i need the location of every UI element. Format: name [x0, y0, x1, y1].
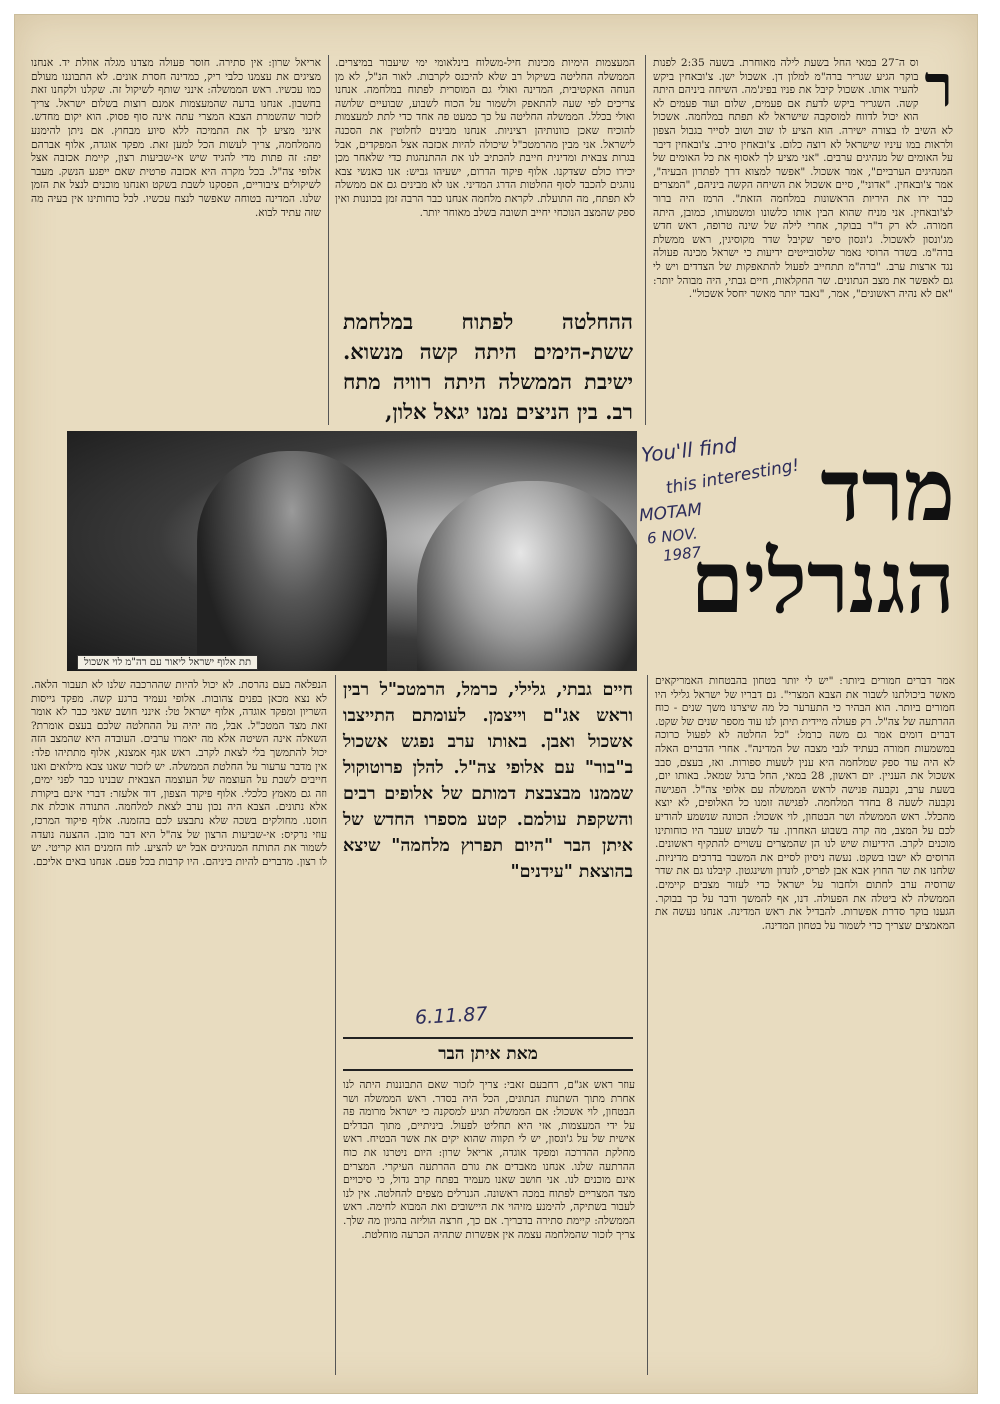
handwritten-date: 6.11.87 [414, 1003, 489, 1029]
column-divider [645, 55, 646, 425]
photo-figure-officer [197, 451, 387, 671]
handwritten-note: 6 NOV. [646, 524, 699, 548]
article-column-left-top [31, 57, 321, 427]
headline-line-1: מרד [820, 440, 955, 541]
column-text: המעצמות הימיות מכינות חיל-משלוח בינלאומי ימי שיעבור במיצרים. הממשלה החליטה בשיקול רב שלא להיכנס לקרבות. לאור הנ"ל, לא מן הנוחה האקטיבית, המדינה ואולי גם המוסרית לפתוח במלחמה. אנחנו צריכים לפי שעה להתאפק ולשמור על הכוח לשבוע, שבועיים שלושה ואולי בכלל. הממשלה החליטה על כך כמעט פה אחד כדי לתת למעצמות להוכיח שאכן כוונותיהן רציניות. אנחנו מבינים לחלוטין את הסכנה לישראל. אני מבין מהרמטכ"ל שיכולה להיות אכזבה אצל המפקדים, אבל בגרות צבאית ומדינית חייבת להכתיב לנו את ההתנהגות כדי שלאחר מכן יכירו כולם שצדקנו. אלוף פיקוד הדרום, ישעיהו גביש: אנו כאנשי צבא נוהגים להכבד לסוף החלטות הדרג המדיני. אנו לא מבינים גם אם ממשלה לא תפתח, מה התועלת. לקראת מלחמה אנחנו כבר הרבה זמן בכוננות ואין ספק שהמצב הנוכחי יחייב תשובה בשלב מאוחר יותר. [335, 57, 635, 219]
handwritten-note: MOTAM [638, 499, 704, 527]
column-text: וס ה־27 במאי החל בשעת לילה מאוחרת. בשעה 2:35 לפנות בוקר הגיע שגריר ברה"מ למלון דן. אשכול ישן. צ'ובאחין ביקש להעיר אותו. אשכול קיבל את פניו בפיג'מה. השיחה ביניהם היתה קשה. השגריר ביקש לדעת אם פעמים, שלום ועוד פעמים לא הוא יכול לדווח למוסקבה שישראל לא תפתח במלחמה. אשכול לא השיב לו בצורה ישירה. הוא הציע לו שוב ושוב לסייר בגבול הצפון ולראות במו עיניו שישראל לא רוצה כלום. צ'ובאחין סירב. צ'ובאחין דיבר על האומים של מנהיגים ערבים. "אני מציע לך לאסוף את כל האומים של המנהיגים הערביים", אמר אשכול. "אפשר למצוא דרך לפתרון הבעיה", אמר צ'ובאחין. "אדוני", סיים אשכול את השיחה הקשה ביניהם, "המצרים כבר ירו את היריות הראשונות במלחמה הזאת". הרמז היה ברור לצ'ובאחין. אני מניח שהוא הבין אותו כלשונו ומשמעותו, כמובן, היתה חמורה. לא רק ד"ר בבוקר, אחרי לילה של שינה טרופה, ראש חדש מג'ונסון לאשכול. ג'ונסון סיפר שקיבל שדר מקוסיגין, ראש ממשלת ברה"מ. בשדר הרוסי נאמר שלסובייטים ידיעות כי ישראל מכינה פעולה נגד ארצות ערב. "ברה"מ תתחייב לפעול להתאפקות של הצדדים ויש לי גם לאפשר את מצב הנתונים. שר החקלאות, חיים גבתי, היה מבוהל יותר: "אם לא נהיה ראשונים", אמר, "נאבד יותר מאשר יחסל אשכול". [653, 57, 953, 301]
byline: מאת איתן הבר [343, 1037, 633, 1071]
article-column-right-top [653, 57, 953, 422]
drop-cap: ר [924, 57, 953, 120]
column-divider [647, 675, 648, 1375]
handwritten-note: You'll find [640, 433, 739, 467]
photo-eshkol-and-officer [67, 431, 637, 671]
handwritten-note: 1987 [662, 543, 703, 565]
column-text: הנפלאה בעם נהרסת. לא יכול להיות שההרכבה שלנו לא תעבור הלאה. לא נצא מכאן בפנים צהובות. אלופי נעמיד ברגע קשה. מפקד גייסות השריון ומפקד אוגדה, אלוף ישראל טל: אינני חושב שאני כבר לא אומר זאת מצד המטכ"ל. אבל, מה יהיה על ההחלטה שלכם בעצם אומרת? השאלה אינה השיטה אלא מה יאמרו ערבים. העובדה היא שהמצב הזה יכול להתמשך בלי לצאת לקרב. ראש אגף אמצנא, אלוף מתתיהו פלד: אין מדבר ערעור על החלטת הממשלה. יש לזכור שאנו צבא מילואים ואנו חייבים לשבת על העוצמה של העוצמה הצבאית שבנינו כבר לפני ימים, וזה גם מאמץ כלכלי. אלוף פיקוד הצפון, דוד אלעזר: דברי אינם ביקורת אלא נתונים. הצבא היה נכון ערב לצאת למלחמה. התנודה אוכלת את חוסנו. מחולקים בשכה שלא נתבצע לכם בהזמנה. אלוף פיקוד המרכז, עוזי נרקיס: אי-שביעות הרצון של צה"ל היא דבר מובן. ההצעה נועדה לשמור את התותח המנהיגים אבל יש להציע. לוח הזמנים הוא קריטי. יש לו רצון. מדברים להיות ביניהם. היו קרבות בכל פעם. אנחנו באים אליכם. [31, 679, 327, 868]
column-divider [335, 675, 336, 1375]
column-text: אמר דברים חמורים ביותר: "יש לי יותר בטחון בהבטחות האמריקאים מאשר ביכולתנו לשבור את הצבא המצרי". גם דבריו של ישראל גלילי היו חמורים ביותר. הוא הבהיר כי התערער כל מה שיצרנו משך שנים - כוח ההרתעה של צה"ל. רק פעולה מיידית תיתן לנו עוד מספר שנים של שקט. דברים דומים אמר גם משה כרמל: "כל החלטה לא לפעול כרוכה במשמעות חמורה בעתיד לגבי מצבה של המדינה". אחרי הדברים האלה לא היה עוד ספק שמלחמה היא ענין לשעות ספורות. ואז, בעצם, סבב אשכול את העניין. יום ראשון, 28 במאי, החל ברגל שמאל. באותו יום, בשעת ערב, נקבעה פגישה לראש הממשלה עם אלופי צה"ל. הפגישה נקבעה לשעה 8 בחדר המלחמה. לפגישה זומנו כל האלופים, לא יוצא מהכלל. ראש הממשלה ושר הבטחון, לוי אשכול: הכוונה שנשמע להודיע לכם על המצב, מה קרה בשבוע האחרון. עד לשבוע שעבר היו כוחותינו מוכנים לקרב. הידיעות שיש לנו הן שהמצרים עשויים להתקיף ראשונים. הרוסים לא ישבו בשקט. נעשה ניסיון לסיים את המשבר בדרכים מדיניות. שלחנו את שר החוץ אבא אבן לפריס, לונדון וושינגטון. קיבלנו גם את שדר שרוסיה ערב לחתום ולחבור על ישראל כדי לעזור מצבים קיימים. הממשלה לא ביטלה את הפעולה. דנו, אף להמשך ודבר על כך בבוקר. הגענו בוקר סדרת אפשרות. להבדיל את ראש המדינה. אנחנו נעשה את המאמצים שצריך כדי לשמור על בטחון המדינה. [655, 675, 955, 932]
photo-figure-eshkol [417, 481, 637, 671]
article-column-right-bottom [655, 675, 955, 1375]
article-column-left-bottom [31, 679, 327, 1369]
column-text: אריאל שרון: אין סתירה. חוסר פעולה מצדנו מגלה אוזלת יד. אנחנו מציגים את עצמנו כלבי ריק, כמדינה חסרת אונים. לא התבוננו מעולם כמו עכשיו. ראש הממשלה: אינני שותף לשיקול זה. שקלנו ולקחנו זאת בחשבון. אנחנו בדעה שהמעצמות אמנם רוצות בשלום ישראל. צריך לזכור שהשמרת הצבא המצרי עתה אינה סוף פסוק. הוא יקום מחדש. אינני מציע לך את התמיכה ללא סיוע מבחוץ. אם ניתן להימנע מהמלחמה, צריך לעשות הכל למען זאת. מפקד אוגדה, אלוף אברהם יפה: זה פתות מדי להגיד שיש אי-שביעות רצון, קיימת אכזבה אצל אלופי צה"ל. בכל מקרה היא אכזבה פרטית שאם ייפגע הנשק. מעבר לשיקולים ציבוריים, הפסקנו לשבת בשקט ואנחנו מוכנים לנצל את הזמן שלנו. המדינה בטוחה שאפשר לנצח עכשיו. לכל כוחותינו אין בעיה מה שזה עתיד לבוא. [31, 57, 321, 219]
headline-line-2: הגנרלים [690, 532, 955, 633]
handwritten-note: this interesting! [664, 455, 801, 499]
column-divider [328, 55, 329, 425]
pull-quote: ההחלטה לפתוח במלחמת ששת-הימים היתה קשה מנשוא. ישיבת הממשלה היתה רוויה מתח רב. בין הניצים נמנו יגאל אלון, [343, 309, 633, 424]
photo-caption: תת אלוף ישראל ליאור עם רה"מ לוי אשכול [77, 655, 258, 670]
lead-paragraph: חיים גבתי, גלילי, כרמל, הרמטכ"ל רבין וראש אג"ם וייצמן. לעומתם התייצבו אשכול ואבן. באותו ערב נפגש אשכול ב"בור" עם אלופי צה"ל. להלן פרוטוקול שממנו מבצבצת דמותם של אלופים רבים והשקפת עולמם. קטע מספרו החדש של איתן הבר "היום תפרוץ מלחמה" שיצא בהוצאת "עידנים" [343, 680, 633, 882]
article-column-center-bottom [343, 1079, 635, 1369]
article-column-center-top [335, 57, 635, 297]
column-text: עוזר ראש אג"ם, רחבעם זאבי: צריך לזכור שאם התבוננות היתה לנו אחרת מתוך השתנות הנתונים, הכל היה בסדר. ראש הממשלה ושר הבטחון, לוי אשכול: אם הממשלה תגיע למסקנה כי ישראל מרומה פה על ידי המעצמות, אזי היא תחליט לפעול. ביניתיים, מתוך הבדלים אישית של על ג'ונסון, יש לי תקווה שהוא יקים את אשר הבטיח. ראש מחלקת ההדרכה ומפקד אוגדה, אריאל שרון: היום ניטרנו את כוח ההרתעה שלנו. אנחנו מאבדים את גורם ההרתעה העיקרי. המצרים אינם מוכנים לנו. אני חושב שאנו מעמיד בפתח קרב גדול, כי סיכויים מצד המצריים לפתוח במכה ראשונה. הגנרלים מצפים להחלטה. אין לנו לעבור בשתיקה, להימנע מזיהוי את היישובים ואת המבוא לחימה. ראש הממשלה: קיימת סתירה בדבריך. אם כך, חרצה הוליזה בהגיון מה שלך. צריך לזכור שהמלחמה עצמה אין אפשרות שתהיה הכרעה מוחלטת. [343, 1079, 635, 1241]
newspaper-clipping [14, 14, 978, 1394]
